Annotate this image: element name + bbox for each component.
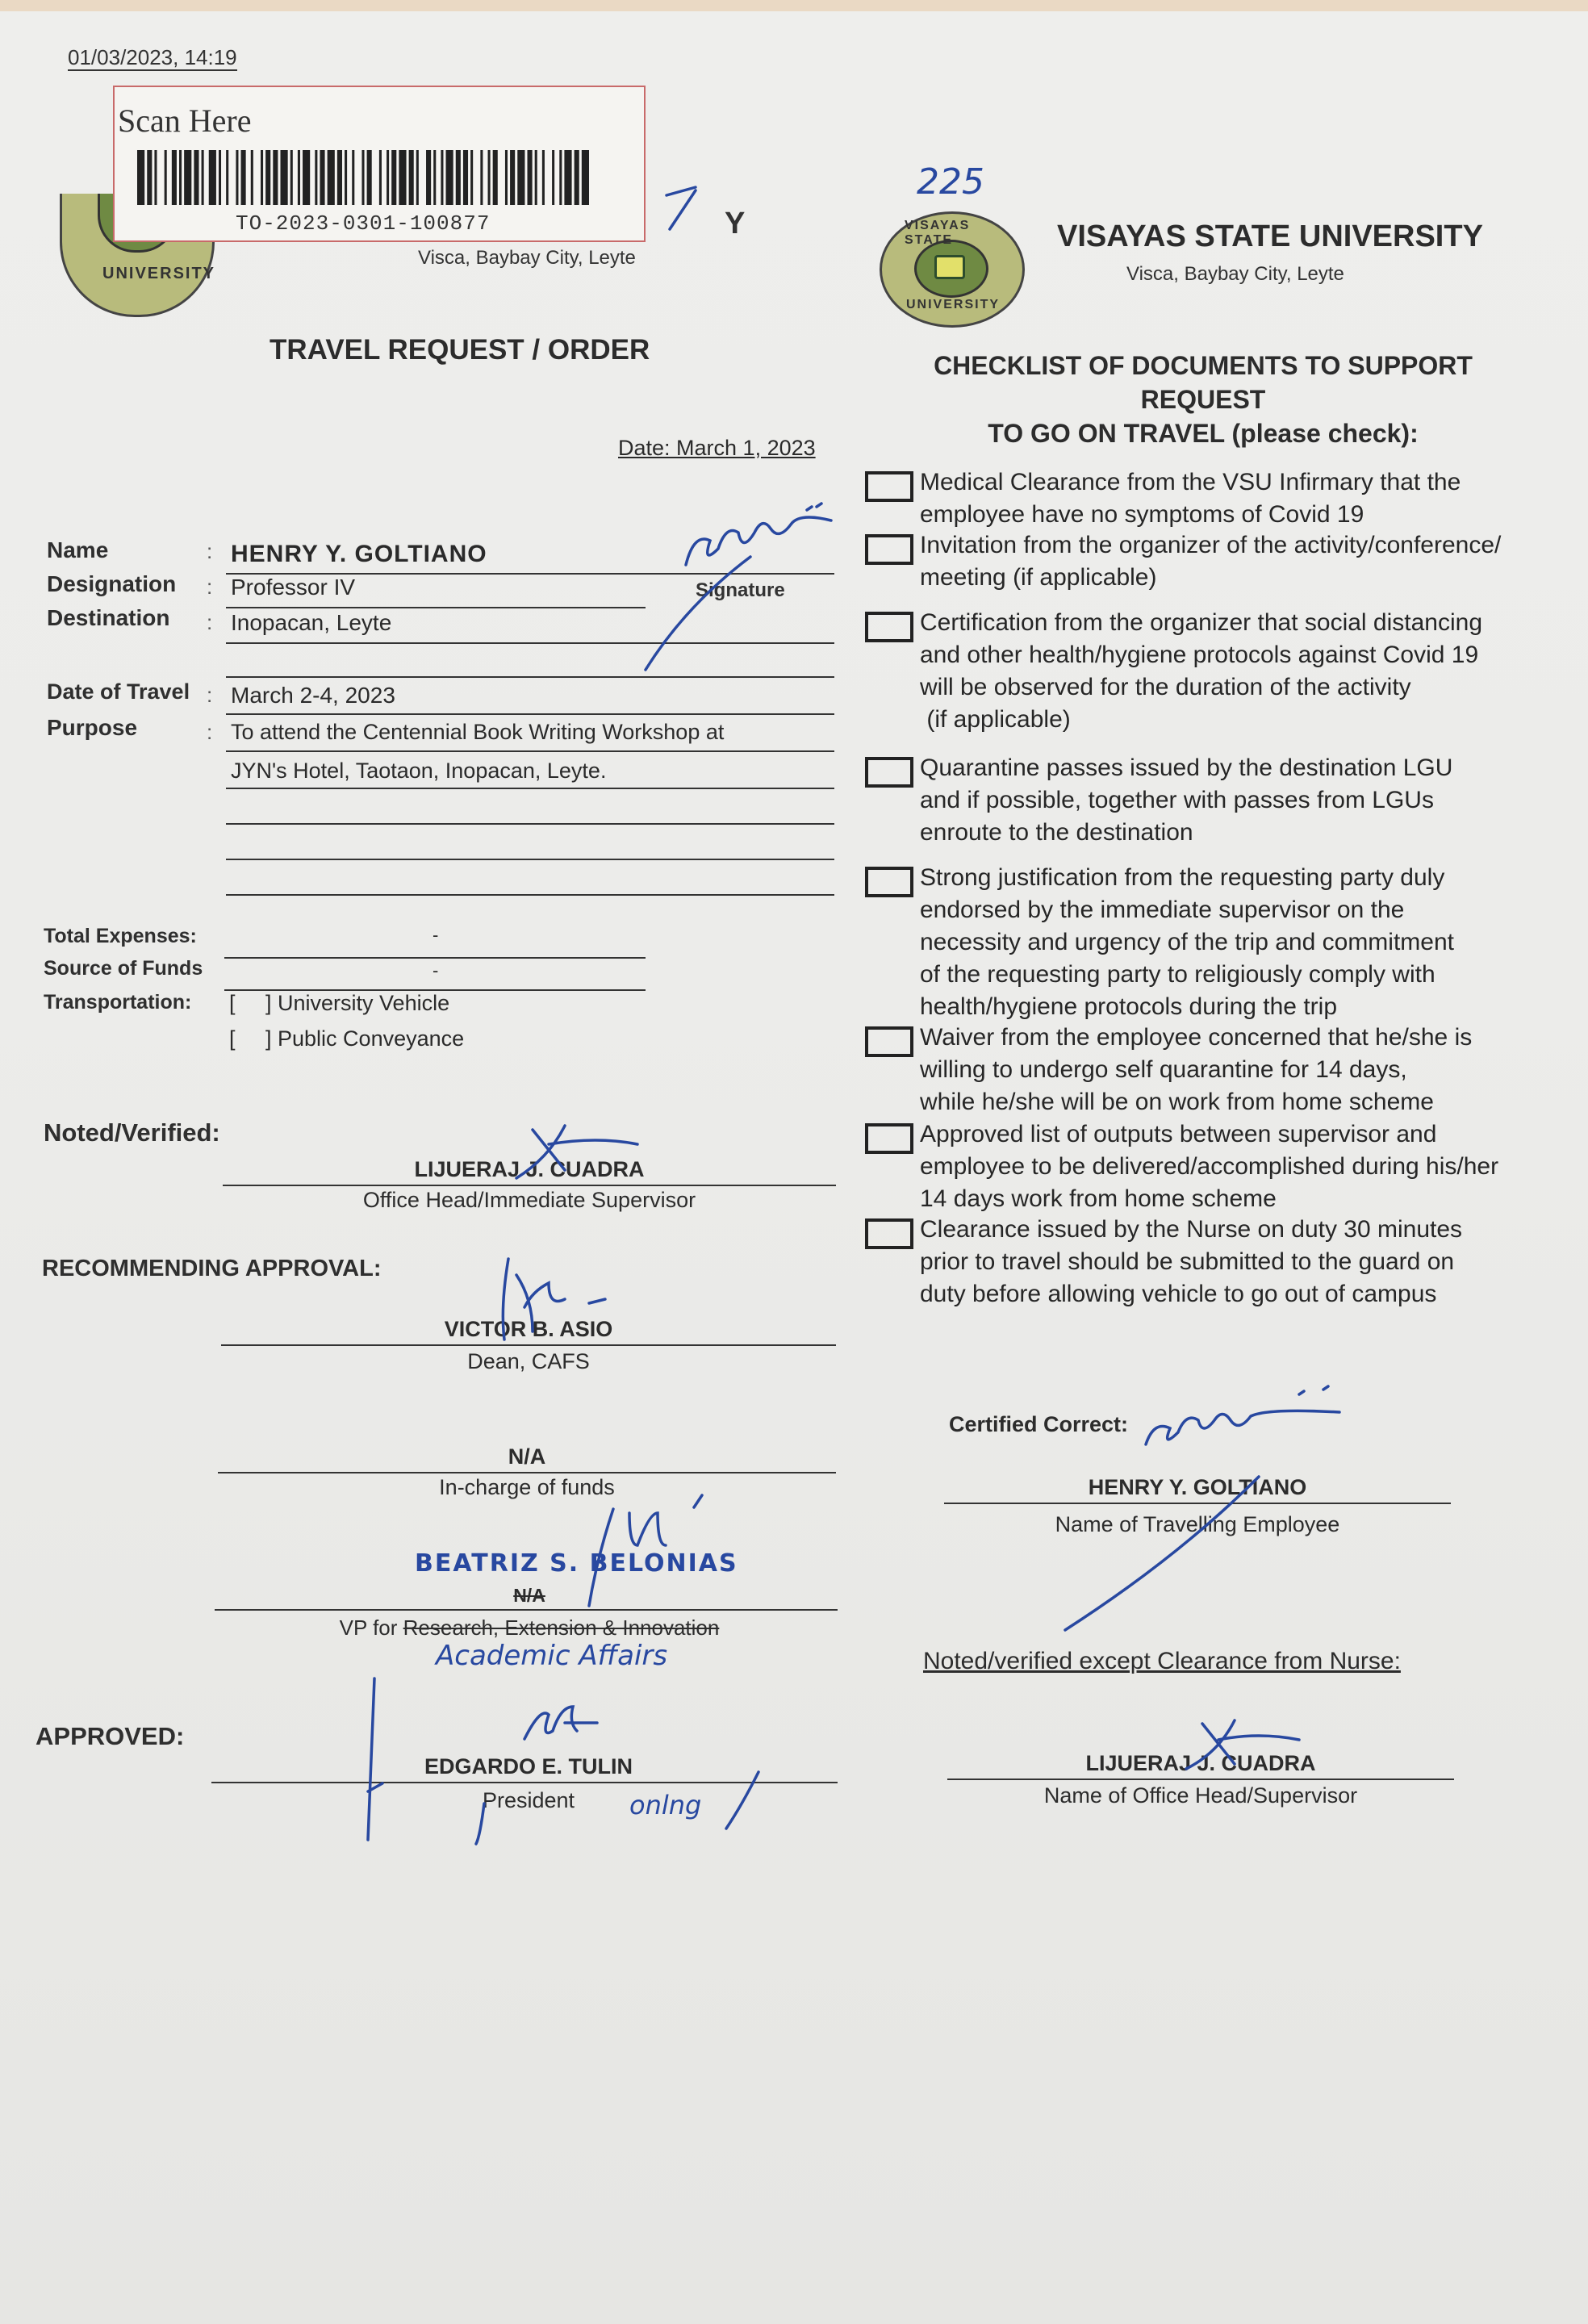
destination-label: Destination: [47, 605, 170, 630]
checklist-item-line: duty before allowing vehicle to go out of campus: [920, 1281, 1437, 1307]
supervisor-initial-signature: [1186, 1720, 1299, 1769]
total-expenses-label: Total Expenses:: [44, 925, 197, 947]
checklist-item-line: Clearance issued by the Nurse on duty 30 minutes: [920, 1216, 1463, 1243]
checklist-item-line: of the requesting party to religiously comply with: [920, 961, 1435, 988]
checklist-item-line: while he/she will be on work from home scheme: [920, 1089, 1434, 1115]
right-address: Visca, Baybay City, Leyte: [1126, 263, 1344, 285]
checklist-item-line: and if possible, together with passes from LGUs: [920, 787, 1434, 813]
applicant-signature-stroke: [646, 557, 750, 670]
checklist-item-line: Medical Clearance from the VSU Infirmary that the: [920, 469, 1461, 495]
supervisor-name: LIJUERAJ J. CUADRA: [1085, 1751, 1316, 1775]
transportation-label: Transportation:: [44, 991, 192, 1014]
president-title: President: [482, 1788, 575, 1812]
scan-label: Scan Here: [118, 102, 252, 139]
form-title: TRAVEL REQUEST / ORDER: [270, 334, 650, 366]
barcode-number: TO-2023-0301-100877: [236, 211, 491, 236]
checklist-item-line: and other health/hygiene protocols against Covid 19: [920, 642, 1479, 668]
checklist-title: CHECKLIST OF DOCUMENTS TO SUPPORT REQUEST TO GO ON TRAVEL (please check):: [934, 351, 1473, 448]
dean-signature: [503, 1259, 605, 1340]
funds-incharge-name: N/A: [508, 1444, 546, 1469]
noted-supervisor-name: LIJUERAJ J. CUADRA: [414, 1157, 645, 1181]
source-of-funds-value: -: [433, 960, 439, 980]
dean-name: VICTOR B. ASIO: [444, 1317, 613, 1341]
funds-incharge-title: In-charge of funds: [439, 1475, 615, 1499]
transport-public-conveyance[interactable]: [ ] Public Conveyance: [229, 1026, 465, 1051]
checklist-item-line: meeting (if applicable): [920, 564, 1157, 591]
checklist-item-line: will be observed for the duration of the activity: [920, 674, 1411, 700]
checklist-item-line: Quarantine passes issued by the destination LGU: [920, 754, 1453, 781]
document-page: 01/03/2023, 14:19 UNIVERSITY Scan Here TO-2023-0301-100877 Y Visca, Baybay City, Leyte 225 VISAYAS STATE UNIVERSITY VISAYAS STATE UNIVERSITY Visca, Baybay City, Leyte TRAVEL REQUEST / ORDER CHECKLIST OF DOCUMENTS TO SUPPORT REQUEST TO GO ON TRAVEL (please check): Date: March 1, 2023 Name : HENRY Y. GOLTIANO Designation : Professor IV Signature Destination : Inopacan, Leyte Date of Travel : March 2-4, 2023 Purpose : To attend the Centennial Book Writing Workshop at JYN's Hotel, Taotaon, Inopacan, Leyte. Total Expenses: - Source of Funds - Transportation: [ ] University Vehicle [ ] Public Conveyance Noted/Verified: LIJUERAJ J. CUADRA Office Head/Immediate Supervisor RECOMMENDING APPROVAL: VICTOR B. ASIO Dean, CAFS N/A In-charge of funds BEATRIZ S. BELONIAS N/A VP for Research, Extension & Innovation Academic Affairs APPROVED: EDGARDO E. TULIN President onlng Medical Clearance from the VSU Infirmary that the employee have no symptoms of Covid 19 Invitation from the organizer of the activity/conference/ meeting (if applicable) Certification from the organizer that social distancing and other health/hygiene protocols against Covid 19 will be observed for the duration of the activity (if applicable) Quarantine passes issued by the destination LGU and if possible, together with passes from LGUs enroute to the destination Strong justification from the requesting party duly endorsed by the immediate supervisor on the necessity and urgency of the trip and commitment of the requesting party to religiously comply with health/hygiene protocols during the trip Waiver from the employee concerned that he/she is willing to undergo self quarantine for 14 days, while he/she will be on work from home scheme Approved list of outputs between supervisor and employee to be delivered/accomplished during his/her 14 days work from home scheme Clearance issued by the Nurse on duty 30 minutes prior to travel should be submitted to the guard on duty before allowing vehicle to go out of campus Certified Correct: HENRY Y. GOLTIANO Name of Travelling Employee Noted/verified except Clearance from Nurse: LIJUERAJ J. CUADRA Name of Office Head/Supervisor: [0, 0, 1588, 2324]
applicant-signature: [686, 517, 831, 565]
president-handwritten-note: onlng: [629, 1790, 702, 1820]
purpose-line-1: To attend the Centennial Book Writing Workshop at: [231, 720, 725, 744]
checklist-item-line: endorsed by the immediate supervisor on the: [920, 897, 1405, 923]
source-of-funds-label: Source of Funds: [44, 957, 203, 980]
purpose-line-2: JYN's Hotel, Taotaon, Inopacan, Leyte.: [231, 759, 607, 783]
certified-correct-label: Certified Correct:: [949, 1412, 1129, 1436]
approved-label: APPROVED:: [36, 1722, 185, 1750]
vp-title: VP for Research, Extension & Innovation: [339, 1616, 720, 1640]
noted-verified-label: Noted/Verified:: [44, 1118, 220, 1147]
header-title-fragment: Y: [725, 207, 746, 240]
signature-label: Signature: [696, 579, 785, 601]
recommending-approval-label: RECOMMENDING APPROVAL:: [42, 1256, 382, 1281]
checklist-item-line: (if applicable): [920, 706, 1071, 733]
date-of-travel-label: Date of Travel: [47, 679, 190, 704]
university-seal-left: UNIVERSITY: [60, 194, 215, 317]
total-expenses-value: -: [433, 925, 439, 945]
checklist-item-line: willing to undergo self quarantine for 14 days,: [920, 1056, 1407, 1083]
certified-employee-title: Name of Travelling Employee: [1055, 1512, 1340, 1536]
name-value: HENRY Y. GOLTIANO: [231, 541, 487, 567]
checklist-item-line: employee to be delivered/accomplished during his/her: [920, 1153, 1499, 1180]
president-signature: [476, 1707, 597, 1844]
destination-value: Inopacan, Leyte: [231, 610, 392, 635]
university-name: VISAYAS STATE UNIVERSITY: [1057, 219, 1483, 253]
designation-label: Designation: [47, 571, 177, 596]
vp-struck-name: N/A: [513, 1585, 545, 1606]
checklist-item-line: necessity and urgency of the trip and commitment: [920, 929, 1454, 955]
form-date: Date: March 1, 2023: [618, 436, 816, 460]
checklist-item-line: Certification from the organizer that social distancing: [920, 609, 1483, 636]
noted-initial-signature: [516, 1126, 637, 1178]
checklist-item-line: health/hygiene protocols during the trip: [920, 993, 1338, 1020]
print-timestamp: 01/03/2023, 14:19: [68, 45, 237, 69]
checklist-item-line: Strong justification from the requesting party duly: [920, 864, 1445, 891]
checklist-item-line: Invitation from the organizer of the activity/conference/: [920, 532, 1502, 558]
noted-supervisor-title: Office Head/Immediate Supervisor: [362, 1188, 696, 1212]
checklist-item-line: employee have no symptoms of Covid 19: [920, 501, 1364, 528]
noted-except-nurse: Noted/verified except Clearance from Nurse:: [923, 1648, 1401, 1674]
checklist-item-line: Waiver from the employee concerned that he/she is: [920, 1024, 1473, 1051]
left-address: Visca, Baybay City, Leyte: [418, 247, 636, 269]
date-of-travel-value: March 2-4, 2023: [231, 683, 395, 708]
supervisor-title: Name of Office Head/Supervisor: [1043, 1783, 1358, 1808]
checklist-item-line: Approved list of outputs between supervisor and: [920, 1121, 1437, 1147]
certified-signature: [1146, 1411, 1339, 1444]
vp-signature: [589, 1495, 702, 1606]
vp-handwritten-name: BEATRIZ S. BELONIAS: [415, 1549, 738, 1578]
certified-sig-stroke: [1065, 1477, 1259, 1630]
checklist-item-line: enroute to the destination: [920, 819, 1193, 846]
transport-university-vehicle[interactable]: [ ] University Vehicle: [229, 991, 450, 1015]
university-seal-right: VISAYAS STATE UNIVERSITY: [880, 211, 1025, 328]
dean-title: Dean, CAFS: [467, 1349, 590, 1373]
checklist-item-line: 14 days work from home scheme: [920, 1185, 1277, 1212]
handwritten-number: 225: [917, 161, 984, 203]
purpose-label: Purpose: [47, 715, 138, 740]
vp-handwritten-title: Academic Affairs: [436, 1640, 668, 1672]
certified-employee-name: HENRY Y. GOLTIANO: [1088, 1475, 1307, 1499]
designation-value: Professor IV: [231, 575, 356, 600]
name-label: Name: [47, 537, 109, 562]
checklist-item-line: prior to travel should be submitted to the guard on: [920, 1248, 1455, 1275]
president-sig-stroke: [726, 1772, 758, 1829]
president-name: EDGARDO E. TULIN: [424, 1754, 633, 1779]
approval-margin-line: [368, 1678, 382, 1840]
